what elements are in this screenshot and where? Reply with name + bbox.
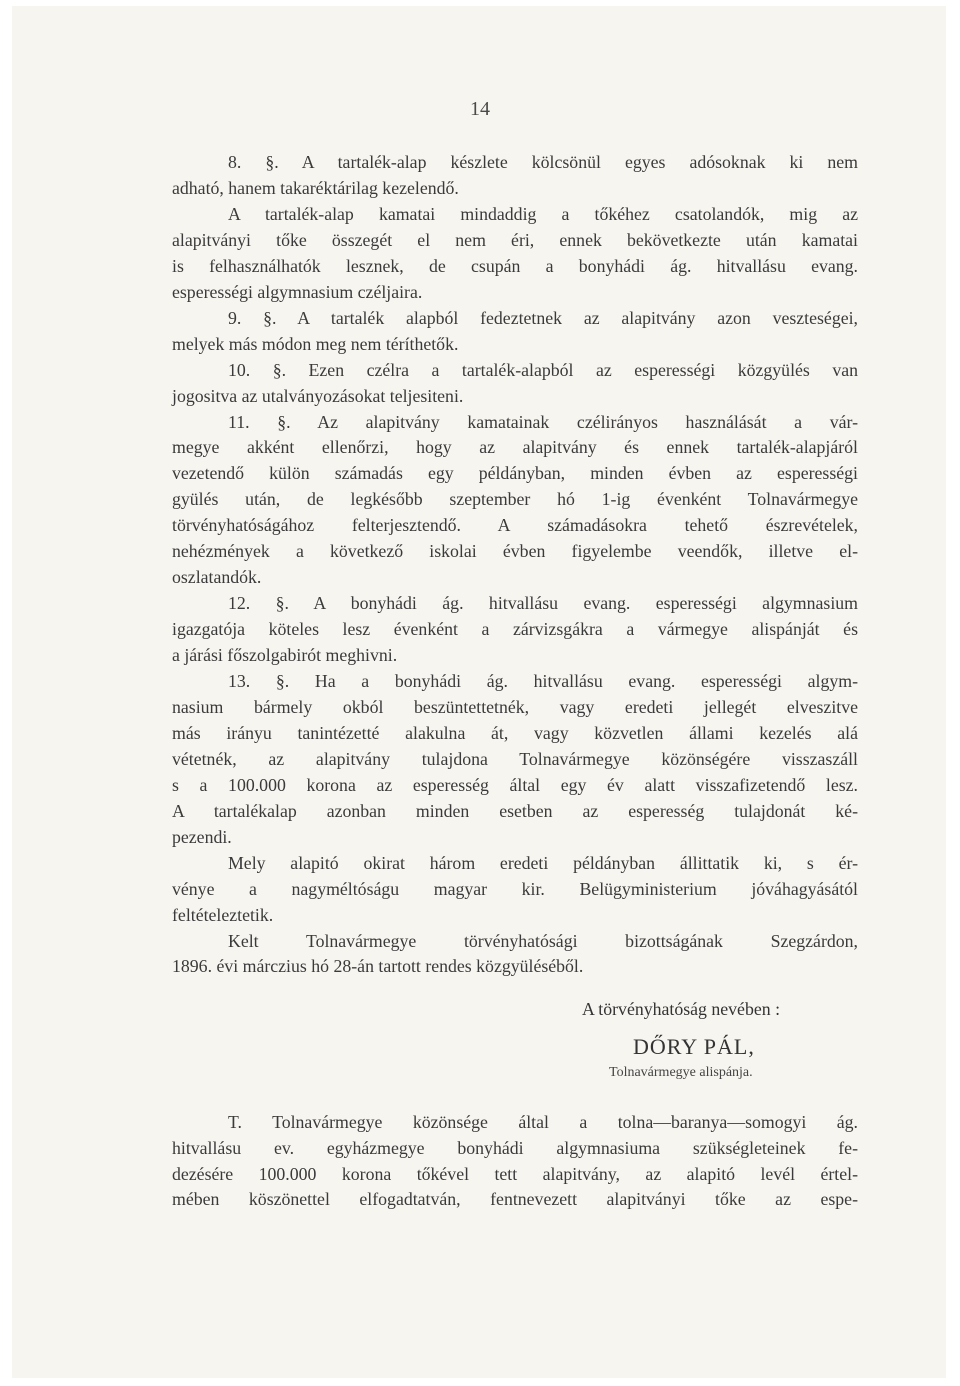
text-line: jogositva az utalványozásokat teljesiteni. xyxy=(172,385,464,406)
text-line: dezésére 100.000 korona tőkével tett alapitvány, az alapitó levél értel- xyxy=(172,1163,858,1184)
text-line: 9. §. A tartalék alapból fedeztetnek az alapitvány azon veszteségei, xyxy=(228,307,858,328)
text-line: nasium bármely okból beszüntettetnék, vagy eredeti jellegét elveszitve xyxy=(172,696,858,717)
signature-title: Tolnavármegye alispánja. xyxy=(609,1065,753,1080)
text-line: s a 100.000 korona az esperesség által egy év alatt visszafizetendő lesz. xyxy=(172,774,858,795)
text-line: mében köszönettel elfogadtatván, fentnevezett alapitványi tőke az espe- xyxy=(172,1189,858,1210)
text-line: nehézmények a következő iskolai évben figyelembe veendők, illetve el- xyxy=(172,541,858,562)
text-line: 10. §. Ezen czélra a tartalék-alapból az esperességi közgyülés van xyxy=(228,359,858,380)
text-line: vezetendő külön számadás egy példányban, minden évben az esperességi xyxy=(172,463,858,484)
text-line: igazgatója köteles lesz évenként a zárvizsgákra a vármegye alispánját és xyxy=(172,619,858,640)
text-line: T. Tolnavármegye közönsége által a tolna—baranya—somogyi ág. xyxy=(228,1112,858,1132)
text-line: 8. §. A tartalék-alap készlete kölcsönül egyes adósoknak ki nem xyxy=(228,152,858,172)
text-line: hitvallásu ev. egyházmegye bonyhádi algymnasiuma szükségleteinek fe- xyxy=(172,1137,858,1158)
text-line: pezendi. xyxy=(172,826,232,847)
text-line: A tartalékalap azonban minden esetben az esperesség tulajdonát ké- xyxy=(172,800,858,821)
text-line: melyek más módon meg nem téríthetők. xyxy=(172,333,459,354)
text-line: törvényhatóságához felterjesztendő. A számadásokra tehető észrevételek, xyxy=(172,515,858,536)
text-line: esperességi algymnasium czéljaira. xyxy=(172,281,423,302)
text-line: 1896. évi márczius hó 28-án tartott rendes közgyüléséből. xyxy=(172,956,584,977)
text-line: Kelt Tolnavármegye törvényhatósági bizottságának Szegzárdon, xyxy=(228,930,858,951)
text-line: gyülés után, de legkésőbb szeptember hó 1-ig évenként Tolnavármegye xyxy=(172,489,858,510)
text-line: alapitványi tőke összegét el nem éri, ennek bekövetkezte után kamatai xyxy=(172,229,858,250)
text-line: feltételeztetik. xyxy=(172,904,274,925)
text-line: más irányu tanintézetté alakulna át, vagy közvetlen állami kezelés alá xyxy=(172,722,858,743)
text-line: 13. §. Ha a bonyhádi ág. hitvallásu evang. esperességi algym- xyxy=(228,671,858,691)
text-line: is felhasználhatók lesznek, de csupán a bonyhádi ág. hitvallásu evang. xyxy=(172,255,858,276)
text-line: Mely alapitó okirat három eredeti példányban állittatik ki, s ér- xyxy=(228,852,858,873)
text-line: 11. §. Az alapitvány kamatainak czélirányos használását a vár- xyxy=(228,411,858,432)
text-line: a járási főszolgabirót meghivni. xyxy=(172,645,398,666)
text-line: megye akként ellenőrzi, hogy az alapitvány és ennek tartalék-alapjáról xyxy=(172,437,858,458)
text-line: 12. §. A bonyhádi ág. hitvallásu evang. esperességi algymnasium xyxy=(228,593,858,614)
text-line: adható, hanem takaréktárilag kezelendő. xyxy=(172,177,459,198)
text-line: vénye a nagyméltóságu magyar kir. Belügyministerium jóváhagyásától xyxy=(172,878,858,899)
signature-name: DŐRY PÁL, xyxy=(633,1034,755,1059)
text-line: A tartalék-alap kamatai mindaddig a tőkéhez csatolandók, mig az xyxy=(228,203,858,224)
text-line: vétetnék, az alapitvány tulajdona Tolnavármegye közönségére visszaszáll xyxy=(172,748,858,769)
text-line: oszlatandók. xyxy=(172,567,262,588)
signature-heading: A törvényhatóság nevében : xyxy=(582,999,781,1019)
page-number: 14 xyxy=(470,98,490,120)
